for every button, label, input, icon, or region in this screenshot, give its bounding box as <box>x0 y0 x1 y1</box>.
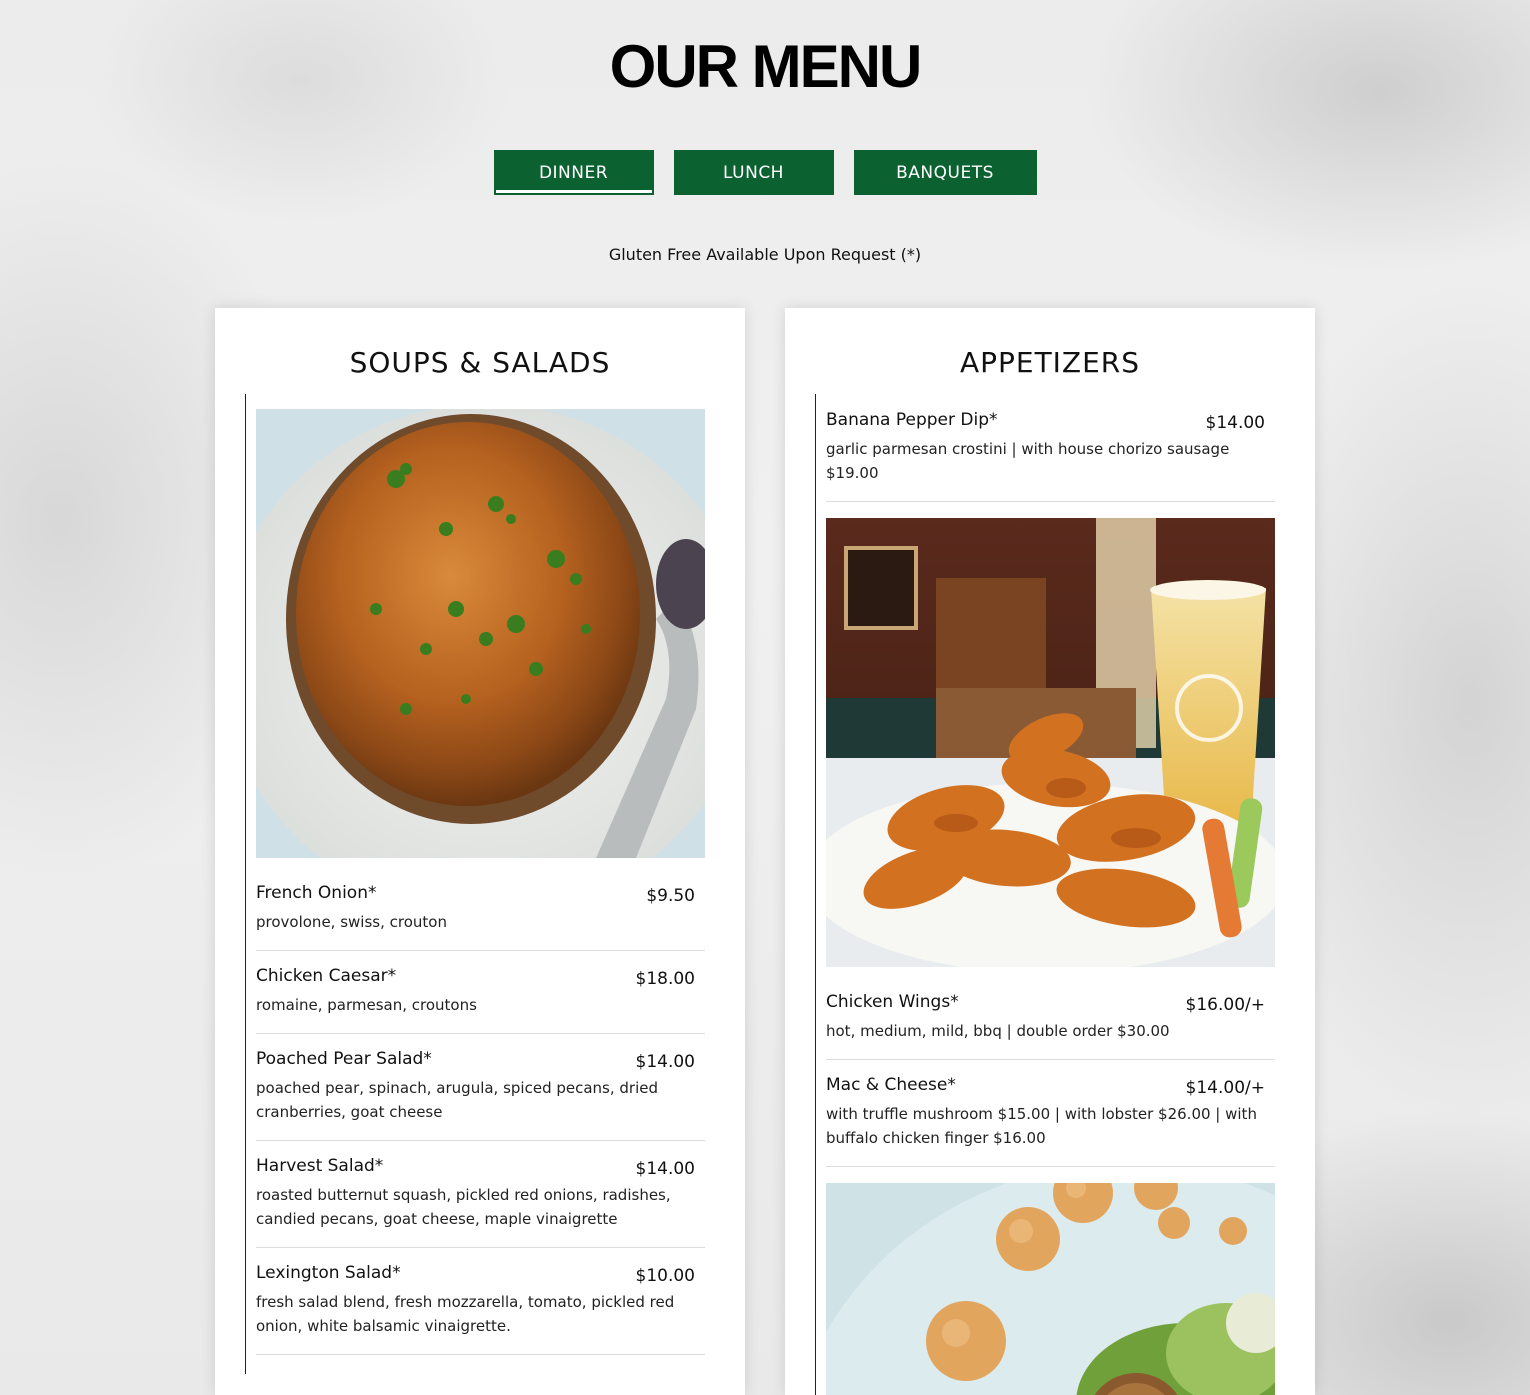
menu-item-harvest-salad <box>256 1141 705 1248</box>
tab-lunch[interactable]: LUNCH <box>674 150 834 195</box>
item-description: provolone, swiss, crouton <box>256 913 447 931</box>
item-description: garlic parmesan crostini | with house chorizo sausage $19.00 <box>826 440 1230 482</box>
item-description: fresh salad blend, fresh mozzarella, tomato, pickled red onion, white balsamic vinaigrette. <box>256 1293 675 1335</box>
item-price: $14.00 <box>635 1159 695 1179</box>
item-name: Banana Pepper Dip* <box>826 410 998 430</box>
item-description: romaine, parmesan, croutons <box>256 996 477 1014</box>
gluten-free-note: Gluten Free Available Upon Request (*) <box>608 245 922 264</box>
item-description: roasted butternut squash, pickled red onions, radishes, candied pecans, goat cheese, maple vinaigrette <box>256 1186 671 1228</box>
crab-cake-photo <box>826 1183 1275 1395</box>
item-price: $14.00/+ <box>1185 1078 1265 1098</box>
section-title-appetizers: APPETIZERS <box>959 346 1141 379</box>
tab-dinner[interactable]: DINNER <box>494 150 654 195</box>
item-name: Chicken Caesar* <box>256 966 397 986</box>
item-name: French Onion* <box>256 883 377 903</box>
item-price: $16.00/+ <box>1185 995 1265 1015</box>
french-onion-soup-photo <box>256 409 705 858</box>
menu-item-lexington-salad <box>256 1248 705 1355</box>
section-title-soups-salads: SOUPS & SALADS <box>349 346 611 379</box>
page-title: OUR MENU <box>609 33 921 100</box>
section-divider-line <box>815 394 816 1395</box>
item-price: $10.00 <box>635 1266 695 1286</box>
section-divider-line <box>245 394 246 1374</box>
item-name: Mac & Cheese* <box>826 1075 956 1095</box>
appetizers-card <box>785 308 1315 1395</box>
menu-item-chicken-caesar <box>256 951 705 1034</box>
item-price: $14.00 <box>635 1052 695 1072</box>
item-price: $9.50 <box>646 886 695 906</box>
appetizers-list <box>826 409 1275 1395</box>
menu-item-poached-pear-salad <box>256 1034 705 1141</box>
item-name: Poached Pear Salad* <box>256 1049 432 1069</box>
soups-salads-list <box>256 409 705 1355</box>
menu-item-chicken-wings <box>826 977 1275 1060</box>
menu-item-banana-pepper-dip <box>826 409 1275 502</box>
menu-item-french-onion <box>256 868 705 951</box>
item-description: with truffle mushroom $15.00 | with lobster $26.00 | with buffalo chicken finger $16.00 <box>826 1105 1257 1147</box>
item-description: poached pear, spinach, arugula, spiced pecans, dried cranberries, goat cheese <box>256 1079 659 1121</box>
item-name: Chicken Wings* <box>826 992 959 1012</box>
item-description: hot, medium, mild, bbq | double order $30.00 <box>826 1022 1170 1040</box>
item-price: $14.00 <box>1205 413 1265 433</box>
menu-item-mac-and-cheese <box>826 1060 1275 1167</box>
chicken-wings-photo <box>826 518 1275 967</box>
soups-salads-card <box>215 308 745 1395</box>
tab-banquets[interactable]: BANQUETS <box>854 150 1037 195</box>
item-price: $18.00 <box>635 969 695 989</box>
item-name: Harvest Salad* <box>256 1156 384 1176</box>
menu-tabs <box>0 150 1530 195</box>
item-name: Lexington Salad* <box>256 1263 401 1283</box>
